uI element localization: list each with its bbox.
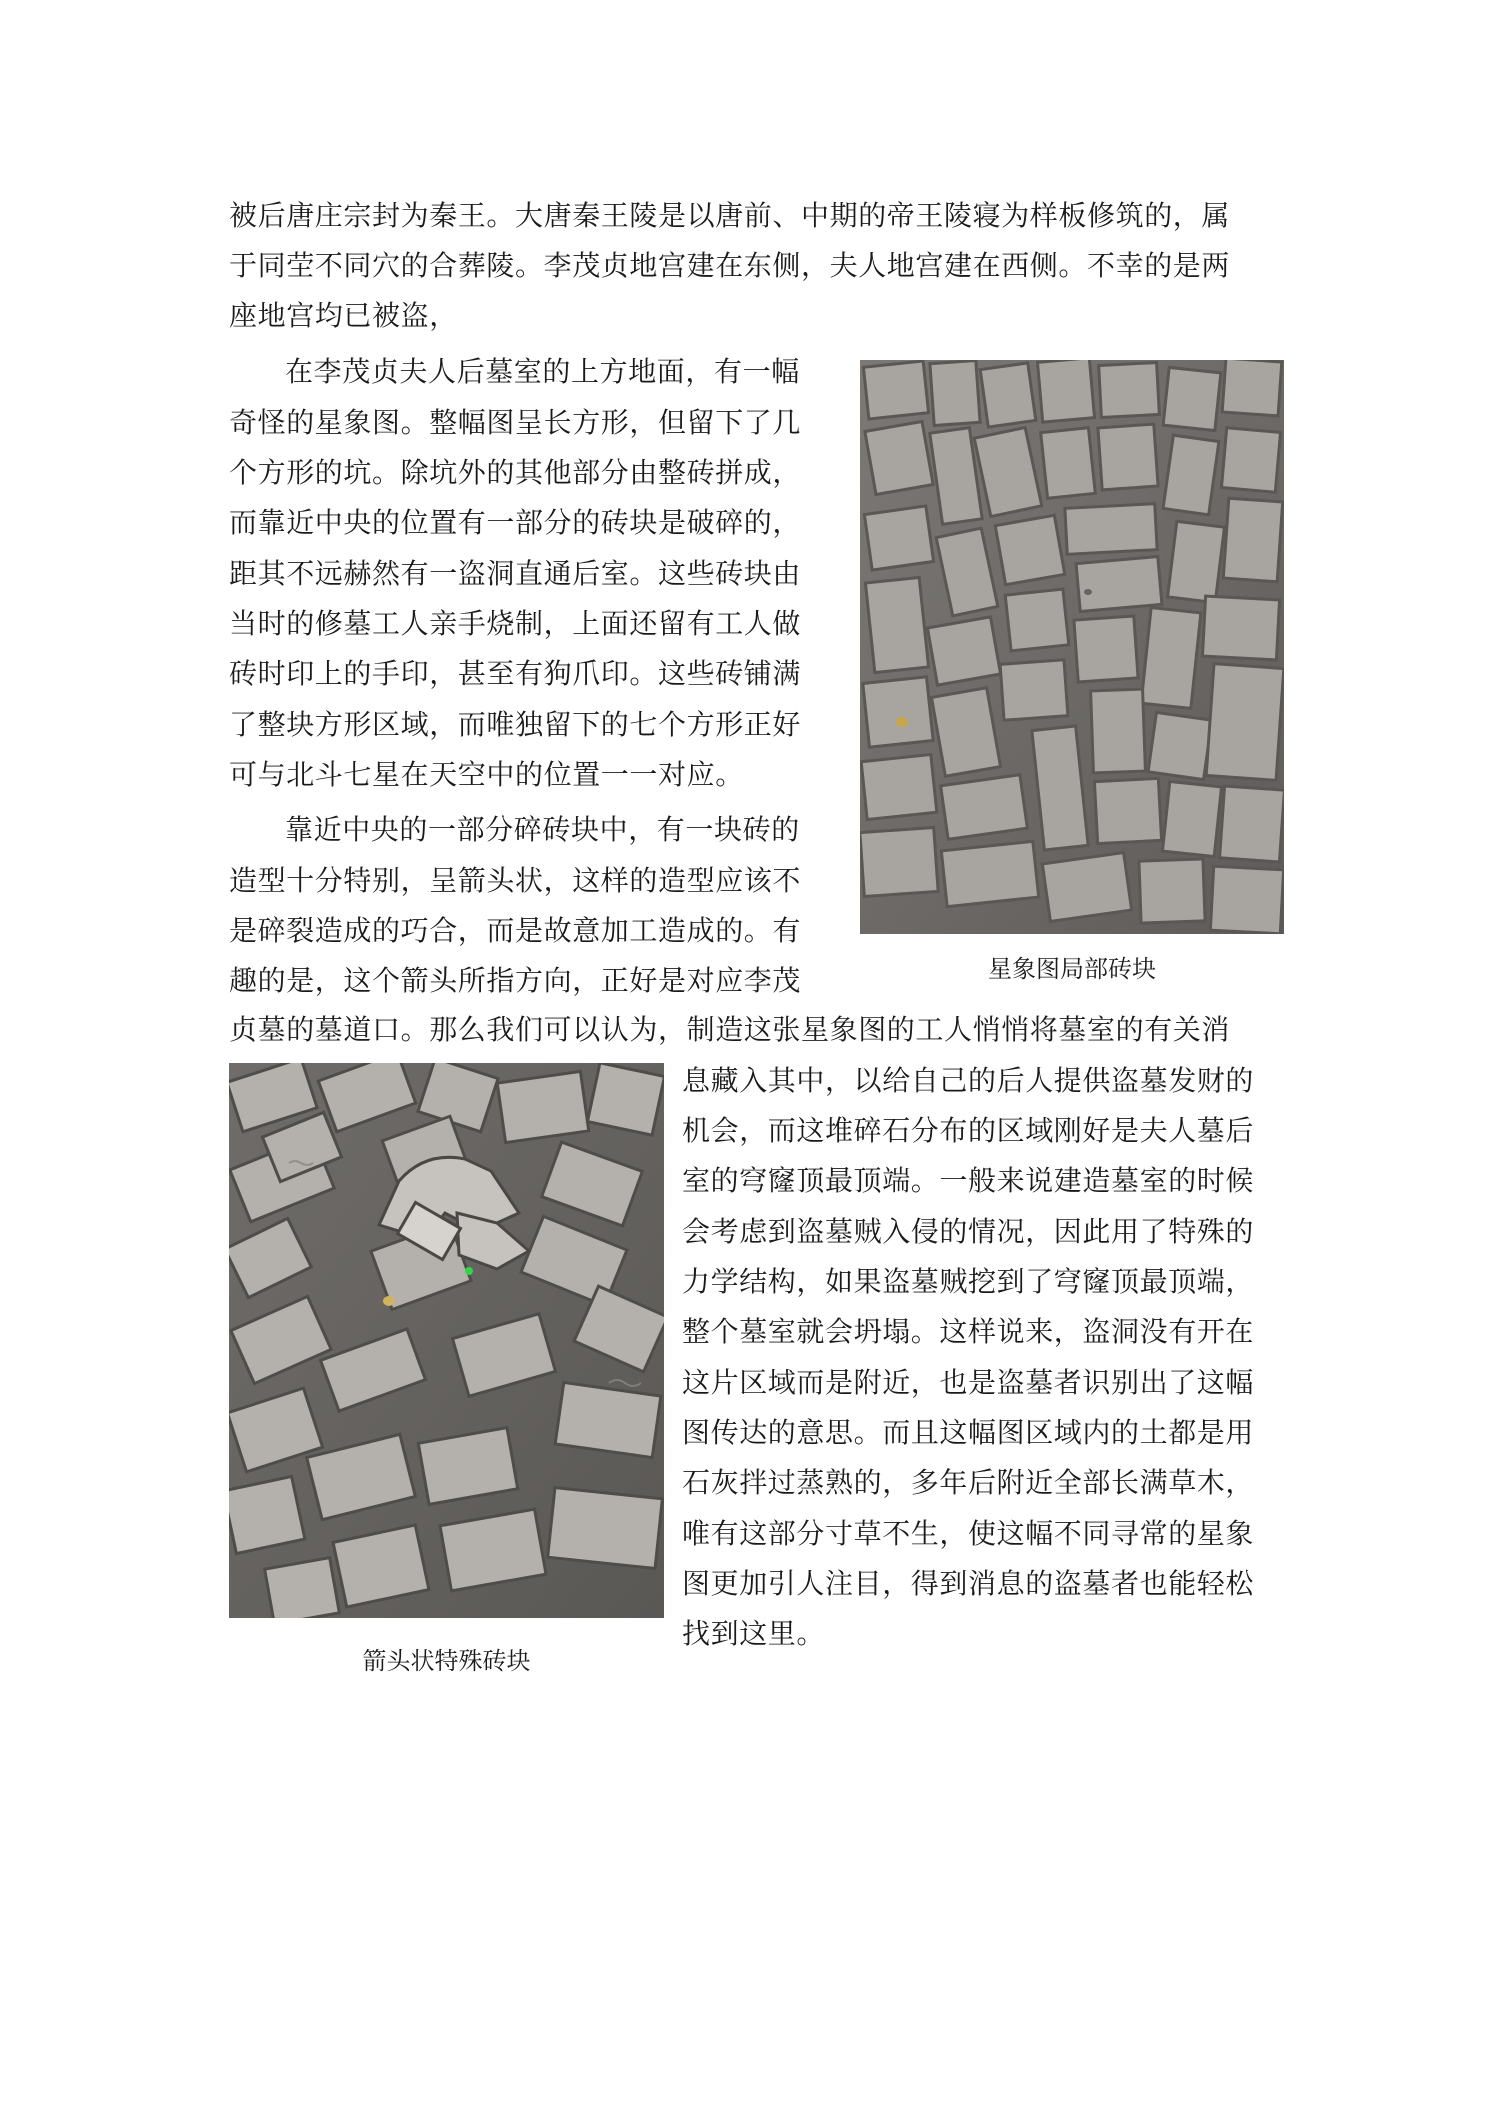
paragraph-3-line: 靠近中央的一部分碎砖块中，有一块砖的: [285, 813, 800, 846]
paragraph-3-line: 是碎裂造成的巧合，而是故意加工造成的。有: [229, 914, 802, 947]
figure-caption-star-map: 星象图局部砖块: [988, 955, 1156, 983]
paragraph-2-line: 奇怪的星象图。整幅图呈长方形，但留下了几: [229, 406, 802, 439]
star-map-bricks-photo: [860, 360, 1284, 934]
paragraph-3-line: 整个墓室就会坍塌。这样说来，盗洞没有开在: [682, 1315, 1255, 1348]
paragraph-3-line: 图传达的意思。而且这幅图区域内的土都是用: [682, 1416, 1255, 1449]
figure-caption-arrow-brick: 箭头状特殊砖块: [362, 1647, 531, 1675]
paragraph-3-line: 室的穹窿顶最顶端。一般来说建造墓室的时候: [682, 1164, 1255, 1197]
paragraph-3-line: 找到这里。: [682, 1617, 826, 1650]
paragraph-3-line: 图更加引人注目，得到消息的盗墓者也能轻松: [682, 1567, 1255, 1600]
paragraph-2-line: 在李茂贞夫人后墓室的上方地面，有一幅: [285, 355, 800, 388]
paragraph-2-line: 了整块方形区域，而唯独留下的七个方形正好: [229, 708, 802, 741]
paragraph-3-line: 造型十分特别，呈箭头状，这样的造型应该不: [229, 864, 802, 897]
paragraph-2-line: 当时的修墓工人亲手烧制，上面还留有工人做: [229, 607, 802, 640]
paragraph-2-line: 个方形的坑。除坑外的其他部分由整砖拼成，: [229, 456, 802, 489]
paragraph-2-line: 距其不远赫然有一盗洞直通后室。这些砖块由: [229, 557, 802, 590]
paragraph-2-line: 砖时印上的手印，甚至有狗爪印。这些砖铺满: [229, 657, 802, 690]
paragraph-3-line: 息藏入其中，以给自己的后人提供盗墓发财的: [682, 1064, 1255, 1097]
paragraph-2-line: 可与北斗七星在天空中的位置一一对应。: [229, 758, 744, 791]
paragraph-3-line: 力学结构，如果盗墓贼挖到了穹窿顶最顶端，: [682, 1265, 1255, 1298]
paragraph-1-line: 座地宫均已被盗，: [229, 299, 458, 332]
arrow-brick-photo: [229, 1063, 664, 1618]
paragraph-3-line: 石灰拌过蒸熟的，多年后附近全部长满草木，: [682, 1466, 1255, 1499]
paragraph-1-line: 于同茔不同穴的合葬陵。李茂贞地宫建在东侧，夫人地宫建在西侧。不幸的是两: [229, 249, 1231, 282]
paragraph-3-line: 这片区域而是附近，也是盗墓者识别出了这幅: [682, 1366, 1255, 1399]
paragraph-3-line: 趣的是，这个箭头所指方向，正好是对应李茂: [229, 964, 802, 997]
paragraph-3-line: 会考虑到盗墓贼入侵的情况，因此用了特殊的: [682, 1215, 1255, 1248]
paragraph-1-line: 被后唐庄宗封为秦王。大唐秦王陵是以唐前、中期的帝王陵寝为样板修筑的，属: [229, 199, 1231, 232]
paragraph-3-line: 唯有这部分寸草不生，使这幅不同寻常的星象: [682, 1517, 1255, 1550]
paragraph-3-line: 贞墓的墓道口。那么我们可以认为，制造这张星象图的工人悄悄将墓室的有关消: [229, 1013, 1231, 1046]
paragraph-2-line: 而靠近中央的位置有一部分的砖块是破碎的，: [229, 506, 802, 539]
paragraph-3-line: 机会，而这堆碎石分布的区域刚好是夫人墓后: [682, 1114, 1255, 1147]
